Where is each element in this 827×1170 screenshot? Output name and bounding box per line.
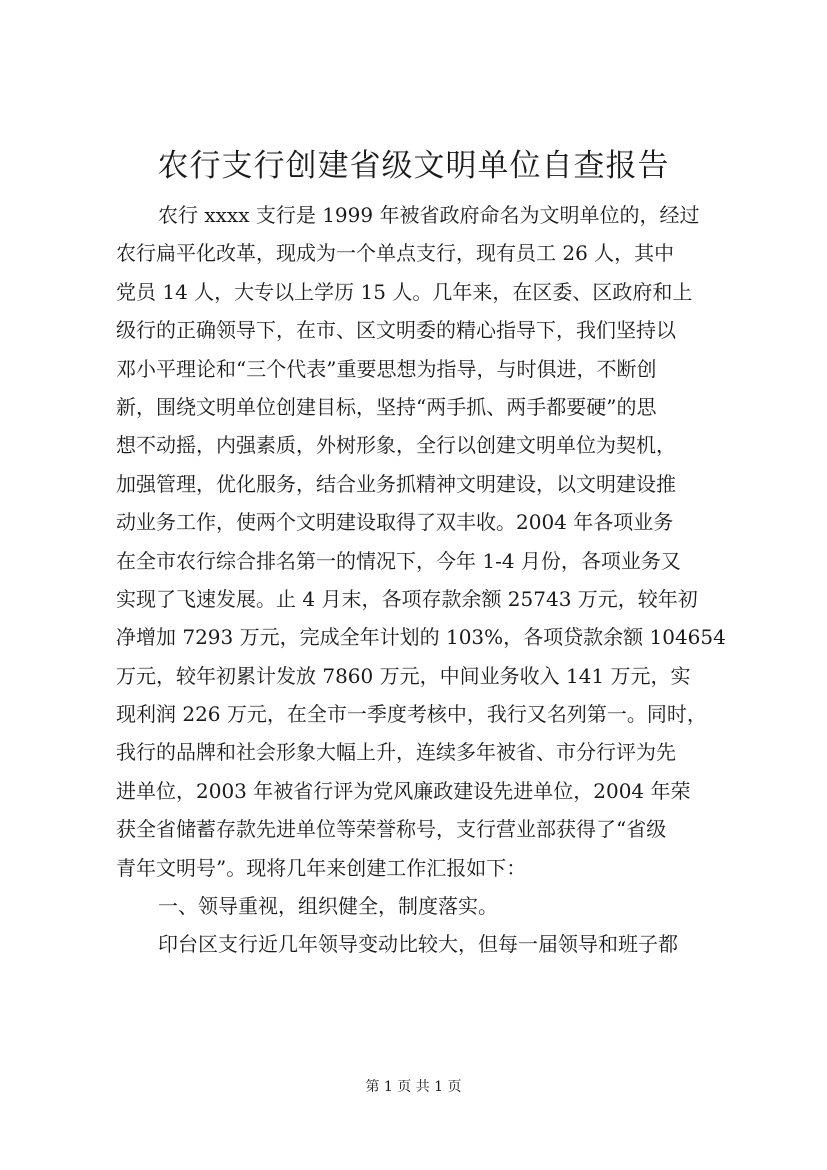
paragraph-line: 想不动摇，内强素质，外树形象，全行以创建文明单位为契机， [116,433,676,458]
paragraph-line: 青年文明号”。现将几年来创建工作汇报如下： [116,855,527,880]
paragraph-line: 我行的品牌和社会形象大幅上升，连续多年被省、市分行评为先 [116,740,676,765]
paragraph-line: 净增加 7293 万元，完成全年计划的 103%，各项贷款余额 104654 [116,625,726,650]
paragraph-line: 在全市农行综合排名第一的情况下，今年 1-4 月份，各项业务又 [116,548,681,573]
paragraph-line: 印台区支行近几年领导变动比较大，但每一届领导和班子都 [158,932,678,957]
paragraph-line: 加强管理，优化服务，结合业务抓精神文明建设，以文明建设推 [116,471,676,496]
document-title: 农行支行创建省级文明单位自查报告 [157,148,670,184]
paragraph-line: 实现了飞速发展。止 4 月末，各项存款余额 25743 万元，较年初 [116,586,698,611]
paragraph-line: 农行扁平化改革，现成为一个单点支行，现有员工 26 人，其中 [116,241,675,266]
paragraph-line: 新，围绕文明单位创建目标，坚持“两手抓、两手都要硬”的思 [116,394,657,419]
paragraph-line: 邓小平理论和“三个代表”重要思想为指导，与时俱进，不断创 [116,356,657,381]
paragraph-line: 现利润 226 万元，在全市一季度考核中，我行又名列第一。同时， [116,702,707,727]
section-heading: 一、领导重视，组织健全，制度落实。 [158,894,498,919]
paragraph-line: 万元，较年初累计发放 7860 万元，中间业务收入 141 万元，实 [116,663,691,688]
paragraph-line: 党员 14 人，大专以上学历 15 人。几年来，在区委、区政府和上 [116,279,693,304]
paragraph-line: 农行 xxxx 支行是 1999 年被省政府命名为文明单位的，经过 [158,203,700,227]
paragraph-line: 进单位，2003 年被省行评为党风廉政建设先进单位，2004 年荣 [116,778,691,803]
paragraph-line: 动业务工作，使两个文明建设取得了双丰收。2004 年各项业务 [116,510,674,535]
paragraph-line: 级行的正确领导下，在市、区文明委的精心指导下，我们坚持以 [116,318,676,343]
document-body [116,196,728,964]
page-footer: 第 1 页 共 1 页 [365,1079,462,1095]
paragraph-line: 获全省储蓄存款先进单位等荣誉称号，支行营业部获得了“省级 [116,817,667,842]
